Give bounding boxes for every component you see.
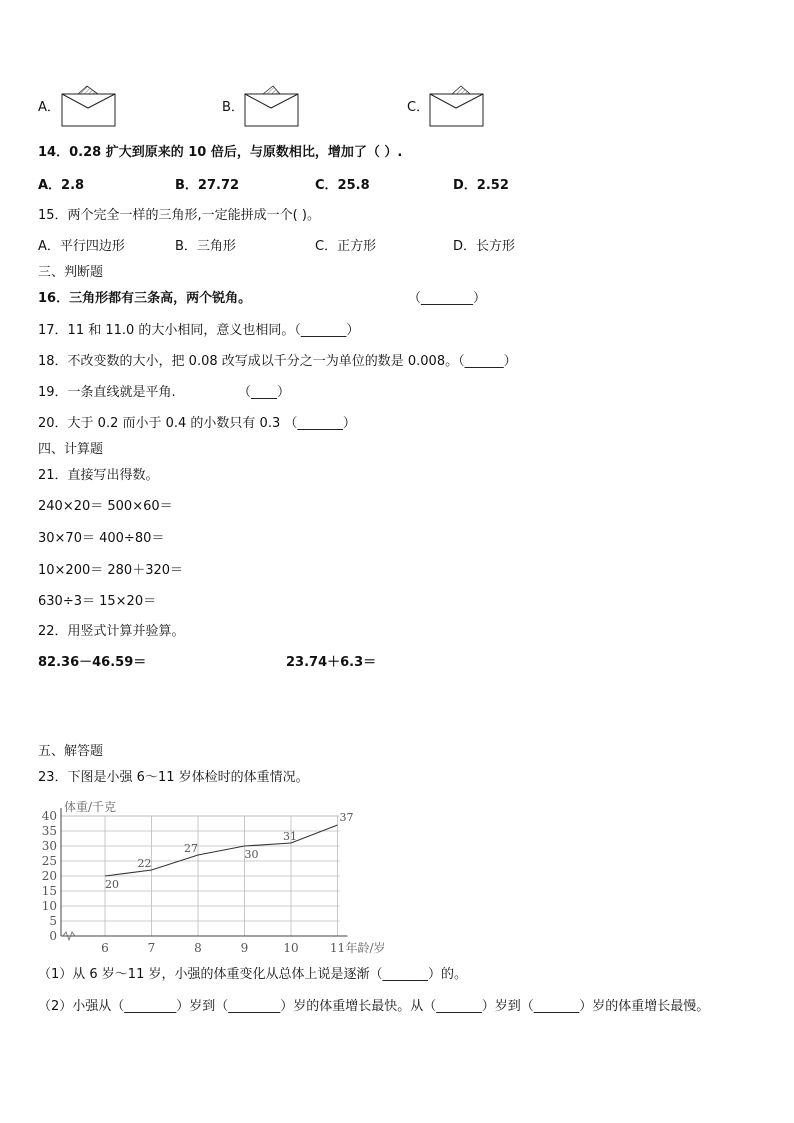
data-label: 27 [184,842,198,855]
envelope-icon-b [243,84,301,128]
option-letter: C． [407,100,430,115]
q22-stem: 22．用竖式计算并验算。 [38,624,185,639]
q21-stem: 21．直接写出得数。 [38,468,159,483]
q15-option-b: B．三角形 [175,239,236,254]
data-label: 37 [339,811,354,824]
q22-right: 23.74＋6.3＝ [286,655,377,670]
q14-option-c: C．25.8 [315,178,370,193]
envelope-icon-c [428,84,486,128]
q14-option-d: D．2.52 [453,178,509,193]
x-tick-label: 6 [101,941,109,955]
y-tick-label: 5 [49,914,57,928]
q16-text: 16．三角形都有三条高，两个锐角。 [38,291,252,306]
q18-text: 18．不改变数的大小，把 0.08 改写成以千分之一为单位的数是 0.008。（______） [38,354,517,369]
q21-row: 10×200＝ 280＋320＝ [38,563,184,578]
option-letter: A． [38,100,60,115]
option-letter: B． [222,100,244,115]
data-label: 30 [244,848,259,861]
q15-option-a: A．平行四边形 [38,239,125,254]
y-tick-label: 10 [41,899,57,913]
q15-stem: 15．两个完全一样的三角形,一定能拼成一个( )。 [38,208,320,223]
x-tick-label: 10 [283,941,299,955]
q23-sub1: （1）从 6 岁～11 岁，小强的体重变化从总体上说是逐渐（_______）的。 [38,967,467,982]
y-tick-label: 40 [41,809,57,823]
y-tick-label: 20 [41,869,57,883]
y-tick-label: 0 [49,929,57,943]
envelope-icon-a [60,84,118,128]
q19-blank: （____） [238,385,291,400]
q21-row: 240×20＝ 500×60＝ [38,499,173,514]
q15-option-d: D．长方形 [453,239,516,254]
q14-option-b: B．27.72 [175,178,240,193]
q19-text: 19．一条直线就是平角. [38,385,176,400]
x-axis-label: 年龄/岁 [345,941,386,955]
q14-stem: 14．0.28 扩大到原来的 10 倍后，与原数相比，增加了（ ）. [38,145,403,160]
y-tick-label: 30 [41,839,57,853]
q21-row: 630÷3＝ 15×20＝ [38,594,157,609]
x-tick-label: 9 [240,941,249,955]
q23-sub2: （2）小强从（________）岁到（________）岁的体重增长最快。从（_______）岁到（_______）岁的体重增长最慢。 [38,999,710,1014]
section-heading-5: 五、解答题 [38,744,104,759]
q22-left: 82.36－46.59＝ [38,655,147,670]
section-heading-4: 四、计算题 [38,442,104,457]
y-tick-label: 35 [41,824,57,838]
q15-option-c: C．正方形 [315,239,377,254]
q13-option-a [38,99,60,117]
x-tick-label: 8 [194,941,202,955]
q23-stem: 23．下图是小强 6～11 岁体检时的体重情况。 [38,770,309,785]
q13-option-c [407,99,429,117]
weight-line-chart [30,795,420,957]
q14-option-a: A．2.8 [38,178,85,193]
data-label: 20 [105,878,119,891]
y-tick-label: 25 [41,854,57,868]
data-label: 31 [283,830,297,843]
y-tick-label: 15 [41,884,57,898]
q21-row: 30×70＝ 400÷80＝ [38,531,165,546]
x-tick-label: 7 [147,941,156,955]
x-tick-label: 11 [329,941,346,955]
section-heading-3: 三、判断题 [38,265,104,280]
q17-text: 17．11 和 11.0 的大小相同，意义也相同。（_______） [38,323,360,338]
data-label: 22 [137,857,152,870]
q20-text: 20．大于 0.2 而小于 0.4 的小数只有 0.3 （_______） [38,416,356,431]
q16-blank: （________） [408,291,487,306]
y-axis-label: 体重/千克 [64,800,117,814]
q13-option-b [222,99,244,117]
